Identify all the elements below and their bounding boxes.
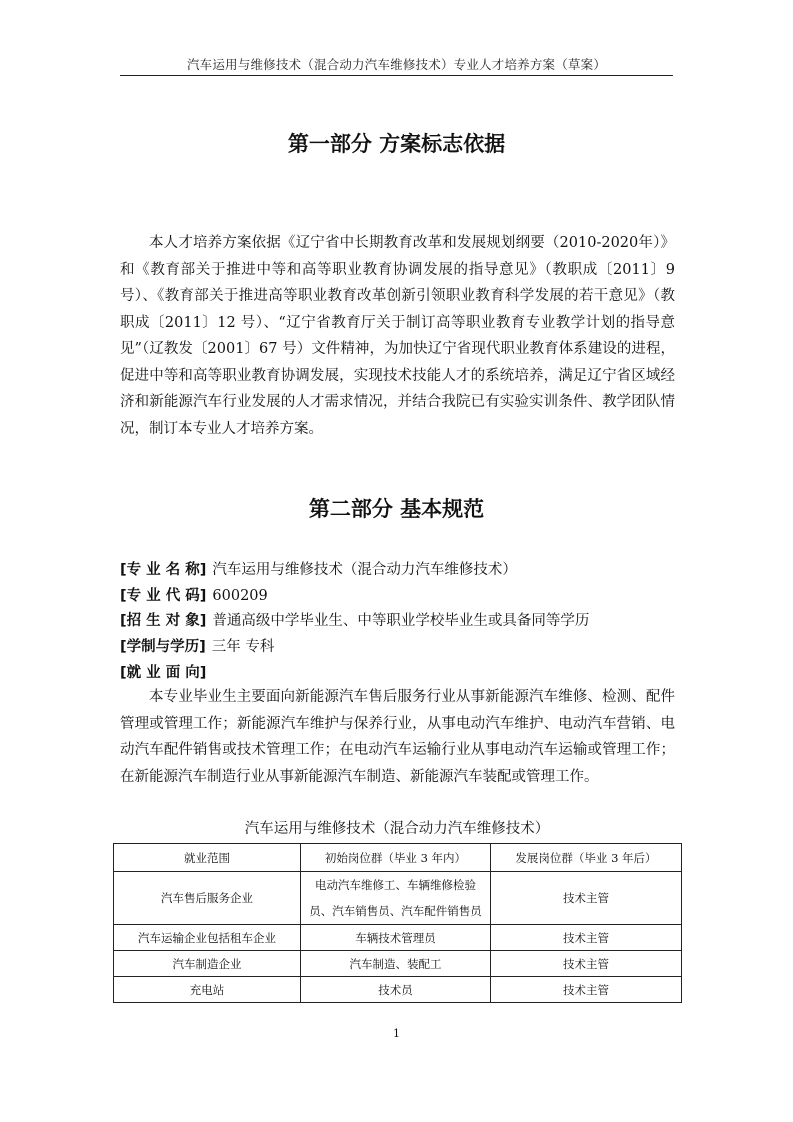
spec-label: [就 业 面 向] — [120, 665, 207, 681]
table-row — [114, 872, 682, 925]
spec-major-code — [120, 583, 675, 610]
development-cell: 技术主管 — [491, 951, 682, 977]
table-row — [114, 977, 682, 1003]
part2-title: 第二部分 基本规范 — [308, 497, 485, 521]
table-row — [114, 951, 682, 977]
spec-duration-degree — [120, 634, 675, 661]
table-header-row — [114, 844, 682, 872]
employment-paragraph: 本专业毕业生主要面向新能源汽车售后服务行业从事新能源汽车维修、检测、配件管理或管理工作；新能源汽车维护与保养行业，从事电动汽车维护、电动汽车营销、电动汽车配件销售或技术管理工作；在电动汽车运输行业从事电动汽车运输或管理工作；在新能源汽车制造行业从事新能源汽车制造、新能源汽车装配或管理工作。 — [120, 689, 675, 785]
spec-value: 普通高级中学毕业生、中等职业学校毕业生或具备同等学历 — [212, 613, 590, 629]
page-number: 1 — [393, 1027, 400, 1040]
initial-cell: 车辆技术管理员 — [301, 925, 491, 951]
spec-value: 三年 专科 — [211, 639, 275, 655]
initial-line: 员、汽车销售员、汽车配件销售员 — [309, 904, 482, 918]
spec-value: 600209 — [212, 588, 268, 604]
initial-line: 电动汽车维修工、车辆维修检验 — [315, 878, 476, 892]
initial-cell — [301, 872, 491, 925]
scope-cell: 汽车运输企业包括租车企业 — [114, 925, 301, 951]
table-row — [114, 925, 682, 951]
spec-label: [招 生 对 象] — [120, 613, 207, 629]
spec-major-name — [120, 557, 675, 584]
table-caption: 汽车运用与维修技术（混合动力汽车维修技术） — [244, 821, 550, 837]
scope-cell: 充电站 — [114, 977, 301, 1003]
initial-cell: 技术员 — [301, 977, 491, 1003]
spec-value: 汽车运用与维修技术（混合动力汽车维修技术） — [212, 562, 517, 578]
initial-cell: 汽车制造、装配工 — [301, 951, 491, 977]
spec-label: [专 业 名 称] — [120, 562, 207, 578]
header-divider — [120, 75, 673, 76]
spec-label: [专 业 代 码] — [120, 588, 207, 604]
development-cell: 技术主管 — [491, 977, 682, 1003]
scope-cell: 汽车制造企业 — [114, 951, 301, 977]
scope-cell: 汽车售后服务企业 — [114, 872, 301, 925]
part1-title: 第一部分 方案标志依据 — [287, 132, 506, 156]
development-cell: 技术主管 — [491, 872, 682, 925]
spec-label: [学制与学历] — [120, 639, 206, 655]
development-cell: 技术主管 — [491, 925, 682, 951]
spec-enrollment-target — [120, 608, 675, 635]
header-cell: 发展岗位群（毕业 3 年后） — [491, 844, 682, 872]
spec-employment-direction — [120, 660, 675, 687]
part1-paragraph: 本人才培养方案依据《辽宁省中长期教育改革和发展规划纲要（2010-2020年）》和《教育部关于推进中等和高等职业教育协调发展的指导意见》（教职成〔2011〕9 号）、《教育部关于推进高等职业教育改革创新引领职业教育科学发展的若干意见》（教职成〔2011〕12 号）、“辽宁省教育厅关于制订高等职业教育专业教学计划的指导意见”（辽教发〔2001〕67 号）文件精神，为加快辽宁省现代职业教育体系建设的进程，促进中等和高等职业教育协调发展，实现技术技能人才的系统培养，满足辽宁省区域经济和新能源汽车行业发展的人才需求情况，并结合我院已有实验实训条件、教学团队情况，制订本专业人才培养方案。 — [120, 235, 675, 437]
employment-table — [113, 843, 682, 1003]
header-cell: 初始岗位群（毕业 3 年内） — [301, 844, 491, 872]
header-cell: 就业范围 — [114, 844, 301, 872]
running-header: 汽车运用与维修技术（混合动力汽车维修技术）专业人才培养方案（草案） — [186, 57, 607, 72]
